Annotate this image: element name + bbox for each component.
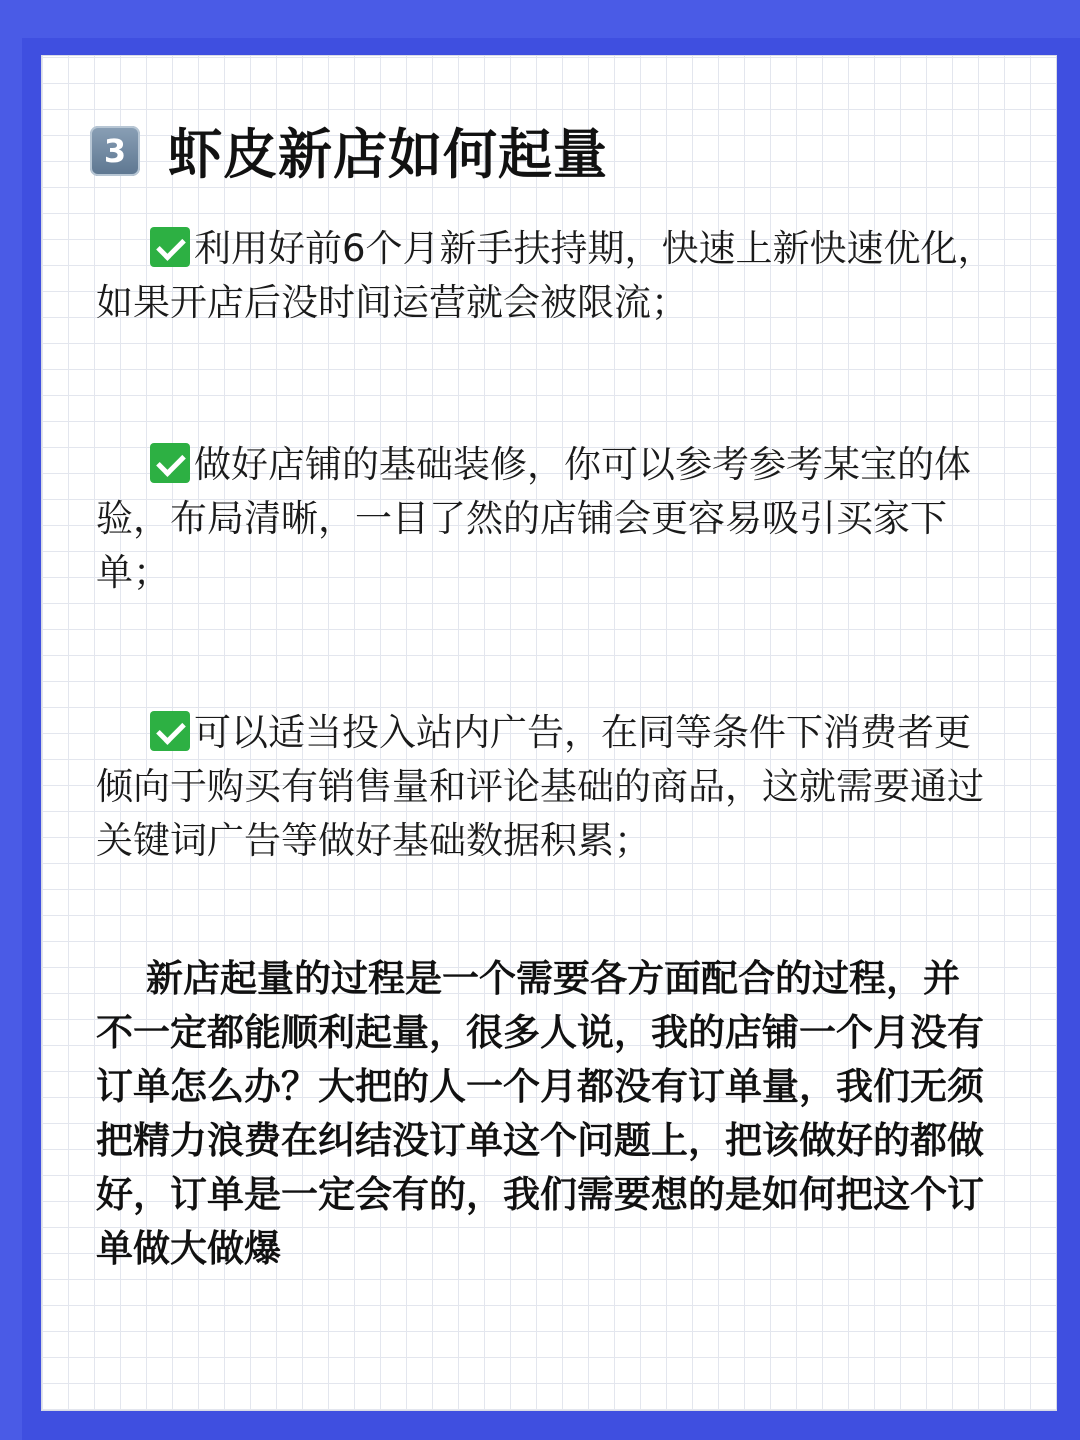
page-title: 虾皮新店如何起量: [168, 123, 608, 186]
list-item: [96, 438, 996, 600]
check-mark-icon: [150, 443, 190, 483]
section-heading: [90, 112, 608, 189]
keycap-3-icon: 3: [90, 126, 140, 176]
summary-paragraph: 新店起量的过程是一个需要各方面配合的过程，并不一定都能顺利起量，很多人说，我的店铺一个月没有订单怎么办？大把的人一个月都没有订单量，我们无须把精力浪费在纠结没订单这个问题上，把该做好的都做好，订单是一定会有的，我们需要想的是如何把这个订单做大做爆: [96, 957, 984, 1270]
list-item-text: 可以适当投入站内广告，在同等条件下消费者更倾向于购买有销售量和评论基础的商品，这就需要通过关键词广告等做好基础数据积累；: [96, 711, 984, 862]
list-item-text: 做好店铺的基础装修，你可以参考参考某宝的体验，布局清晰，一目了然的店铺会更容易吸引买家下单；: [96, 443, 971, 594]
list-item: [96, 706, 996, 868]
check-mark-icon: [150, 711, 190, 751]
list-item: [96, 222, 996, 330]
list-item-text: 利用好前6个月新手扶持期，快速上新快速优化，如果开店后没时间运营就会被限流；: [96, 227, 995, 324]
check-mark-icon: [150, 227, 190, 267]
